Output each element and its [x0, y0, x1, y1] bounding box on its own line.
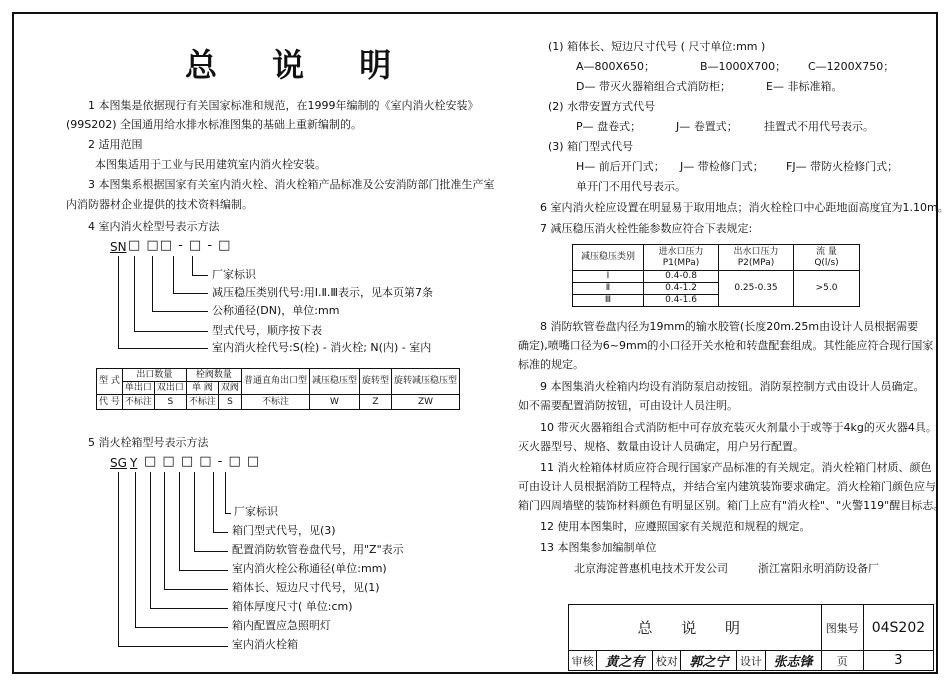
org-2: 浙江富阳永明消防设备厂 — [758, 562, 879, 575]
review-signature: 黄之有 — [597, 651, 653, 671]
para-1b: (99S202) 全国通用给水排水标准图集的基础上重新编制的。 — [66, 118, 363, 131]
r3d: 单开门不用代号表示。 — [576, 180, 686, 193]
para-4: 4 室内消火栓型号表示方法 — [88, 220, 220, 233]
sg-label-5: 箱体长、短边尺寸代号，见(1) — [232, 581, 380, 594]
sn-code: SN — [110, 240, 127, 254]
type-table: 型 式 出口数量 栓阀数量 普通直角出口型 减压稳压型 旋转型 旋转减压稳压型 单出口 双出口 单 阀 双阀 代 号 不标注 S 不标注 S 不标注 W Z ZW — [96, 368, 460, 410]
p11-3: 箱门四周墙壁的装饰材料颜色有明显区别。箱门上应有"消火栓"、"火警119"醒目标志。 — [518, 499, 945, 512]
para-2: 2 适用范围 — [88, 138, 143, 151]
p9-1: 9 本图集消火栓箱内均设有消防泵启动按钮。消防泵控制方式由设计人员确定。 — [540, 380, 925, 393]
p8-3: 标准的规定。 — [518, 358, 584, 371]
para-2b: 本图集适用于工业与民用建筑室内消火栓安装。 — [95, 158, 326, 171]
check-signature: 郭之宁 — [681, 651, 737, 671]
sn-label-4: 型式代号，顺序按下表 — [212, 324, 322, 337]
review-label: 审核 — [569, 651, 597, 671]
para-3b: 内消防器材企业提供的技术资料编制。 — [66, 198, 253, 211]
design-signature: 张志锋 — [765, 651, 821, 671]
sg-label-7: 箱内配置应急照明灯 — [232, 619, 331, 632]
p10-2: 灭火器型号、规格、数量由设计人员确定，用户另行配置。 — [518, 440, 804, 453]
perf-table: 减压稳压类别 进水口压力 P1(MPa) 出水口压力 P2(MPa) 流 量 Q(l/s) Ⅰ 0.4-0.8 0.25-0.35 >5.0 Ⅱ 0.4-1.2 Ⅲ 0.4-1.6 — [572, 244, 860, 307]
sg-label-2: 箱门型式代号，见(3) — [232, 524, 336, 537]
r2: (2) 水带安置方式代号 — [548, 100, 656, 113]
sn-label-3: 公称通径(DN)，单位:mm — [212, 304, 340, 317]
page-no: 3 — [863, 651, 933, 671]
check-label: 校对 — [653, 651, 681, 671]
r1e: E— 非标准箱。 — [766, 80, 843, 93]
p11-2: 可由设计人员根据消防工程特点，并结合室内建筑装饰要求确定。消火栓箱门颜色应与 — [518, 480, 936, 493]
sn-boxes: □ □□ - □ - □ — [128, 238, 232, 253]
title-block — [568, 604, 934, 671]
title-block-name: 总 说 明 — [569, 605, 822, 651]
atlas-label: 图集号 — [821, 605, 863, 651]
r3c: FJ— 带防火检修门式； — [786, 160, 899, 173]
sg-code: SG — [110, 456, 127, 470]
r1: (1) 箱体长、短边尺寸代号 ( 尺寸单位:mm ) — [548, 40, 766, 53]
sg-label-8: 室内消火栓箱 — [232, 638, 298, 651]
sn-label-1: 厂家标识 — [212, 268, 256, 281]
r7: 7 减压稳压消火栓性能参数应符合下表规定: — [540, 222, 753, 235]
r3: (3) 箱门型式代号 — [548, 140, 634, 153]
r3b: J— 带检修门式； — [680, 160, 764, 173]
r1a: A—800X650； — [576, 60, 656, 73]
r2b: J— 卷置式； — [676, 120, 738, 133]
r6: 6 室内消火栓应设置在明显易于取用地点；消火栓栓口中心距地面高度宜为1.10m。 — [540, 201, 949, 214]
design-label: 设计 — [737, 651, 765, 671]
p10-1: 10 带灭火器箱组合式消防柜中可存放充装灭火剂量小于或等于4kg的灭火器4具。 — [540, 421, 937, 434]
para-3a: 3 本图集系根据国家有关室内消火栓、消火栓箱产品标准及公安消防部门批准生产室 — [88, 178, 495, 191]
sn-label-2: 减压稳压类别代号:用Ⅰ.Ⅱ.Ⅲ表示，见本页第7条 — [212, 286, 433, 299]
sg-label-3: 配置消防软管卷盘代号，用"Z"表示 — [232, 543, 404, 556]
r2c: 挂置式不用代号表示。 — [764, 120, 874, 133]
sg-label-1: 厂家标识 — [234, 505, 278, 518]
r1b: B—1000X700； — [700, 60, 787, 73]
para-5: 5 消火栓箱型号表示方法 — [88, 436, 209, 449]
p12: 12 使用本图集时，应遵照国家有关规范和规程的规定。 — [540, 520, 811, 533]
para-1a: 1 本图集是依据现行有关国家标准和规范，在1999年编制的《室内消火栓安装》 — [88, 99, 479, 112]
sg-y: Y — [130, 456, 138, 470]
r1d: D— 带灭火器箱组合式消防柜； — [576, 80, 731, 93]
page-label: 页 — [821, 651, 863, 671]
p11-1: 11 消火栓箱体材质应符合现行国家产品标准的有关规定。消火栓箱门材质、颜色 — [540, 461, 932, 474]
sg-boxes: □ □ □ □ - □ □ — [144, 454, 261, 469]
org-1: 北京海淀普惠机电技术开发公司 — [574, 562, 728, 575]
p8-1: 8 消防软管卷盘内径为19mm的输水胶管(长度20m.25m由设计人员根据需要 — [540, 320, 919, 333]
sn-label-5: 室内消火栓代号:S(栓) - 消火栓; N(内) - 室内 — [212, 341, 432, 354]
sg-label-4: 室内消火栓公称通径(单位:mm) — [232, 562, 387, 575]
r2a: P— 盘卷式； — [576, 120, 642, 133]
p13: 13 本图集参加编制单位 — [540, 541, 657, 554]
sg-label-6: 箱体厚度尺寸( 单位:cm) — [232, 600, 353, 613]
r3a: H— 前后开门式； — [576, 160, 665, 173]
p8-2: 确定),喷嘴口径为6~9mm的小口径开关水枪和转盘配套组成。其性能应符合现行国家 — [518, 339, 934, 352]
p9-2: 如不需要配置消防按钮，可由设计人员注明。 — [518, 399, 738, 412]
atlas-no: 04S202 — [863, 605, 933, 651]
page-title: 总 说 明 — [185, 46, 414, 84]
r1c: C—1200X750； — [808, 60, 895, 73]
